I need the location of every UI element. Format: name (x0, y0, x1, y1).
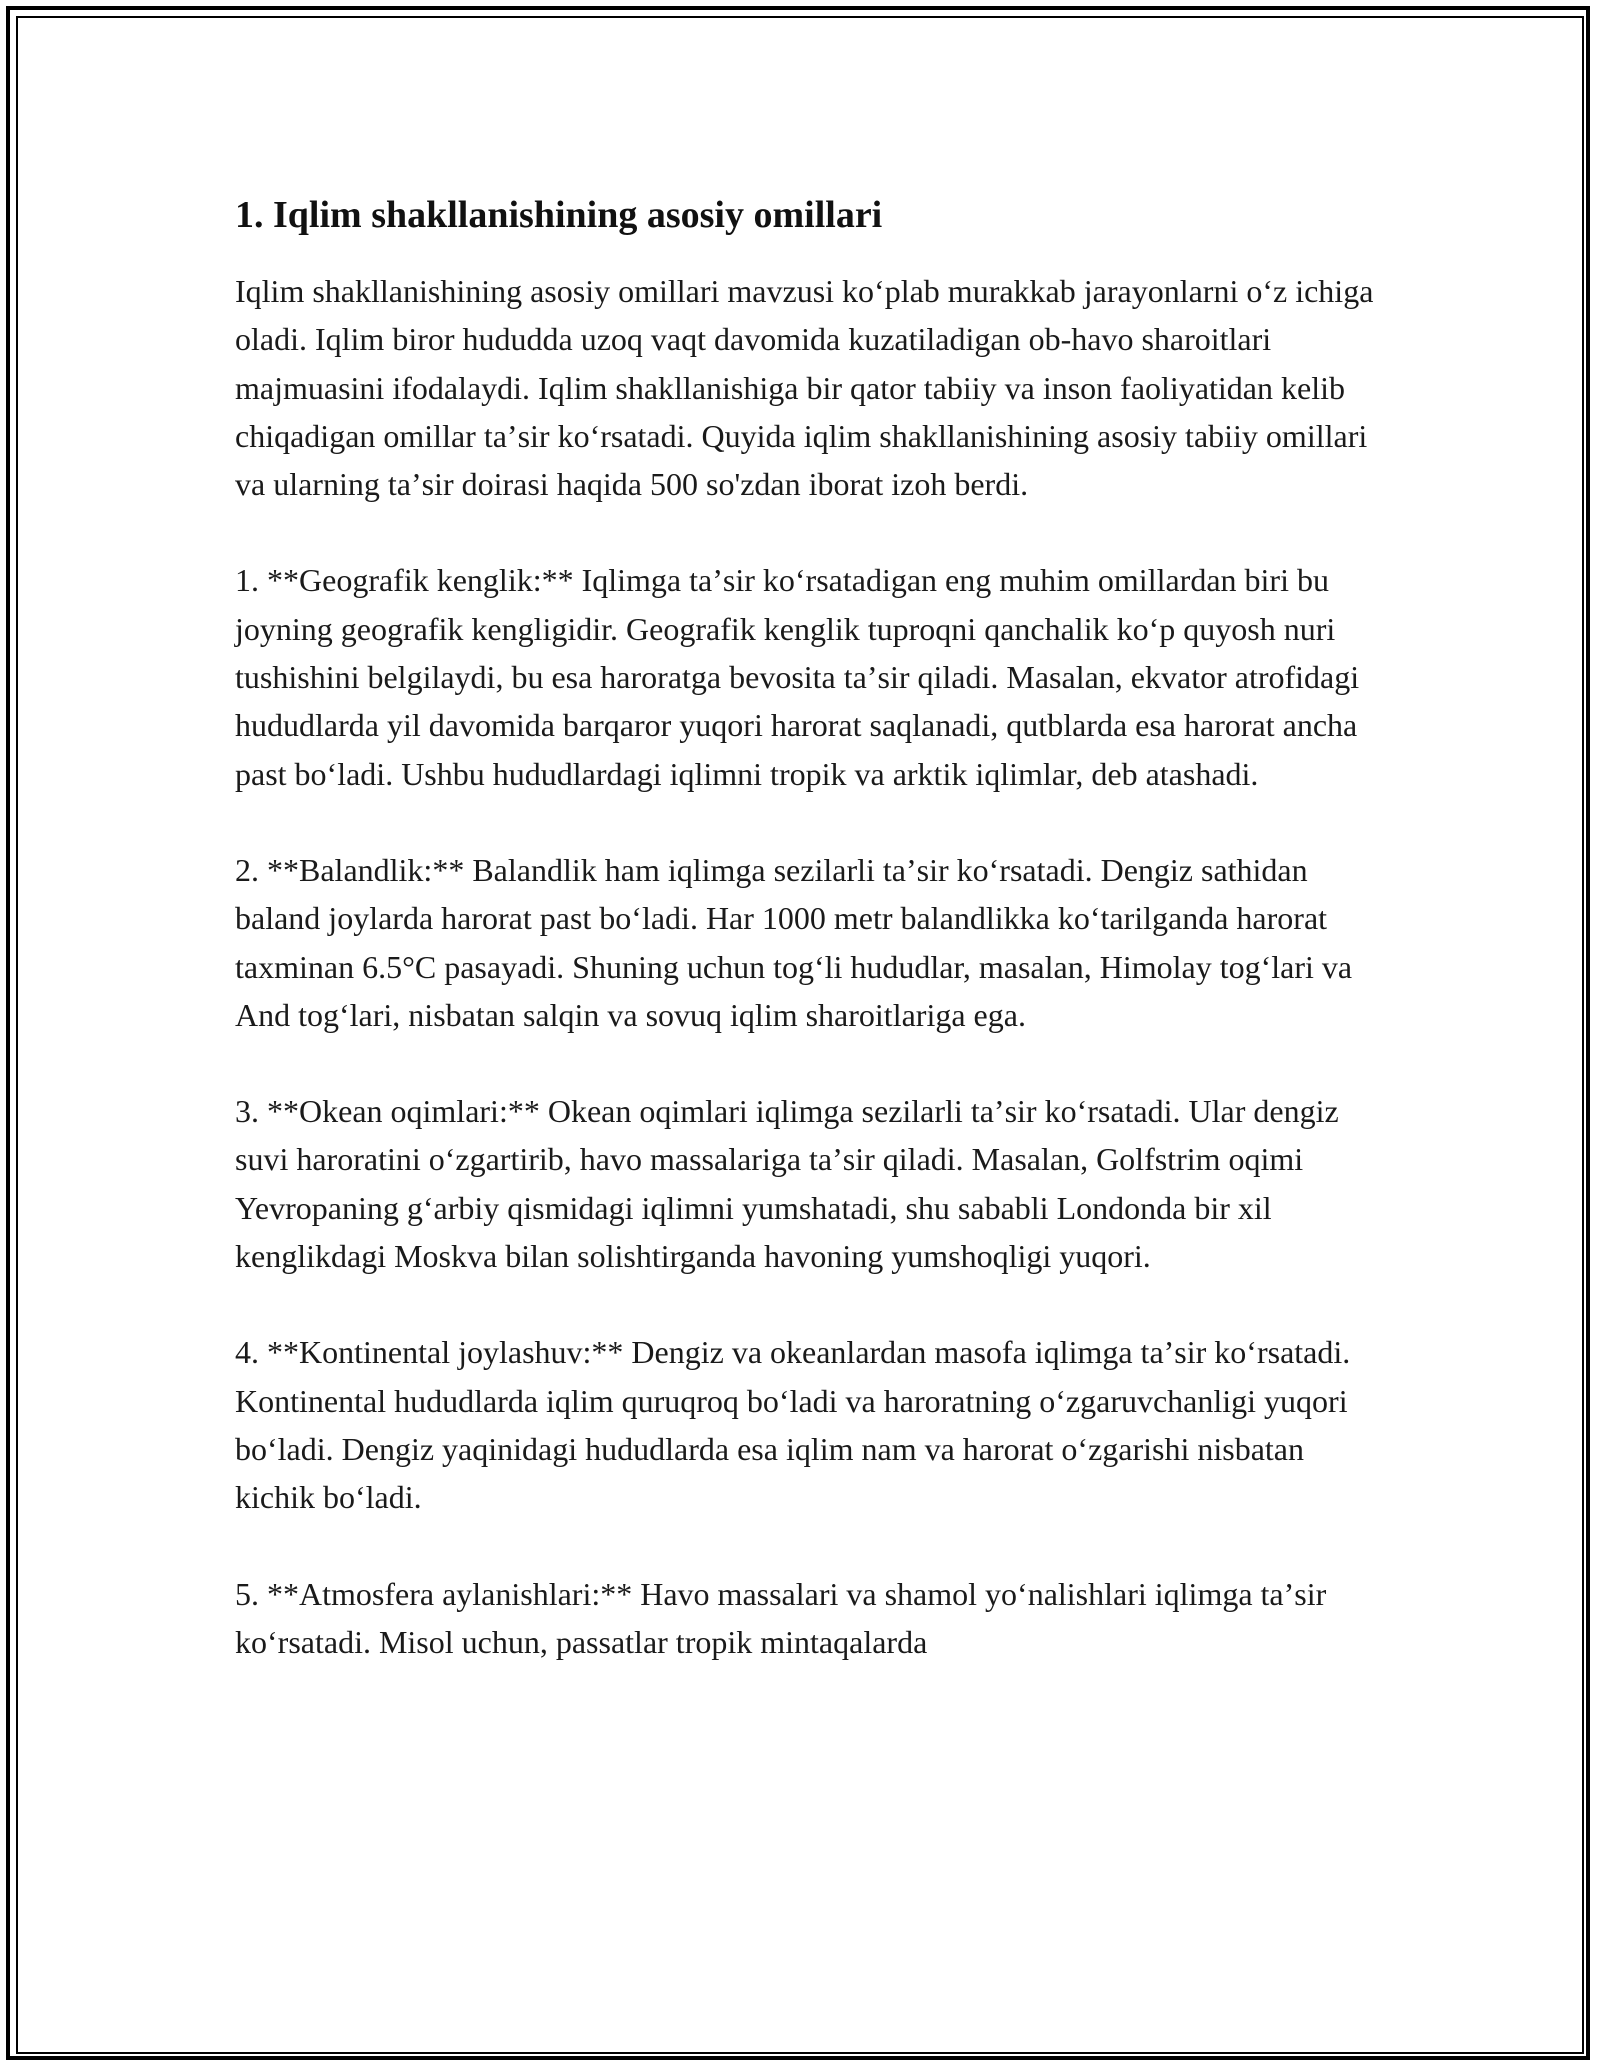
document-body (235, 185, 1375, 1714)
paragraph-balandlik: 2. **Balandlik:** Balandlik ham iqlimga sezilarli taʼsir koʻrsatadi. Dengiz sathidan baland joylarda harorat past boʻladi. Har 1000 metr balandlikka koʻtarilganda harorat taxminan 6.5°C pasayadi. Shuning uchun togʻli hududlar, masalan, Himolay togʻlari va And togʻlari, nisbatan salqin va sovuq iqlim sharoitlariga ega. (235, 851, 1353, 1033)
paragraph-geografik-kenglik: 1. **Geografik kenglik:** Iqlimga taʼsir koʻrsatadigan eng muhim omillardan biri bu joyning geografik kengligidir. Geografik kenglik tuproqni qanchalik koʻp quyosh nuri tushishini belgilaydi, bu esa haroratga bevosita taʼsir qiladi. Masalan, ekvator atrofidagi hududlarda yil davomida barqaror yuqori harorat saqlanadi, qutblarda esa harorat ancha past boʻladi. Ushbu hududlardagi iqlimni tropik va arktik iqlimlar, deb atashadi. (235, 562, 1360, 792)
paragraph-atmosfera-aylanishlari: 5. **Atmosfera aylanishlari:** Havo massalari va shamol yoʻnalishlari iqlimga taʼsir koʻrsatadi. Misol uchun, passatlar tropik mintaqalarda (235, 1575, 1327, 1660)
section-heading: 1. Iqlim shakllanishining asosiy omillari (235, 194, 883, 236)
paragraph-okean-oqimlari: 3. **Okean oqimlari:** Okean oqimlari iqlimga sezilarli taʼsir koʻrsatadi. Ular dengiz suvi haroratini oʻzgartirib, havo massalariga taʼsir qiladi. Masalan, Golfstrim oqimi Yevropaning gʻarbiy qismidagi iqlimni yumshatadi, shu sababli Londonda bir xil kenglikdagi Moskva bilan solishtirganda havoning yumshoqligi yuqori. (235, 1093, 1339, 1275)
paragraph-intro: Iqlim shakllanishining asosiy omillari mavzusi koʻplab murakkab jarayonlarni oʻz ichiga oladi. Iqlim biror hududda uzoq vaqt davomida kuzatiladigan ob-havo sharoitlari majmuasini ifodalaydi. Iqlim shakllanishiga bir qator tabiiy va inson faoliyatidan kelib chiqadigan omillar taʼsir koʻrsatadi. Quyida iqlim shakllanishining asosiy tabiiy omillari va ularning taʼsir doirasi haqida 500 so'zdan iborat izoh berdi. (235, 273, 1374, 503)
paragraph-kontinental-joylashuv: 4. **Kontinental joylashuv:** Dengiz va okeanlardan masofa iqlimga taʼsir koʻrsatadi. Kontinental hududlarda iqlim quruqroq boʻladi va haroratning oʻzgaruvchanligi yuqori boʻladi. Dengiz yaqinidagi hududlarda esa iqlim nam va harorat oʻzgarishi nisbatan kichik boʻladi. (235, 1334, 1351, 1516)
